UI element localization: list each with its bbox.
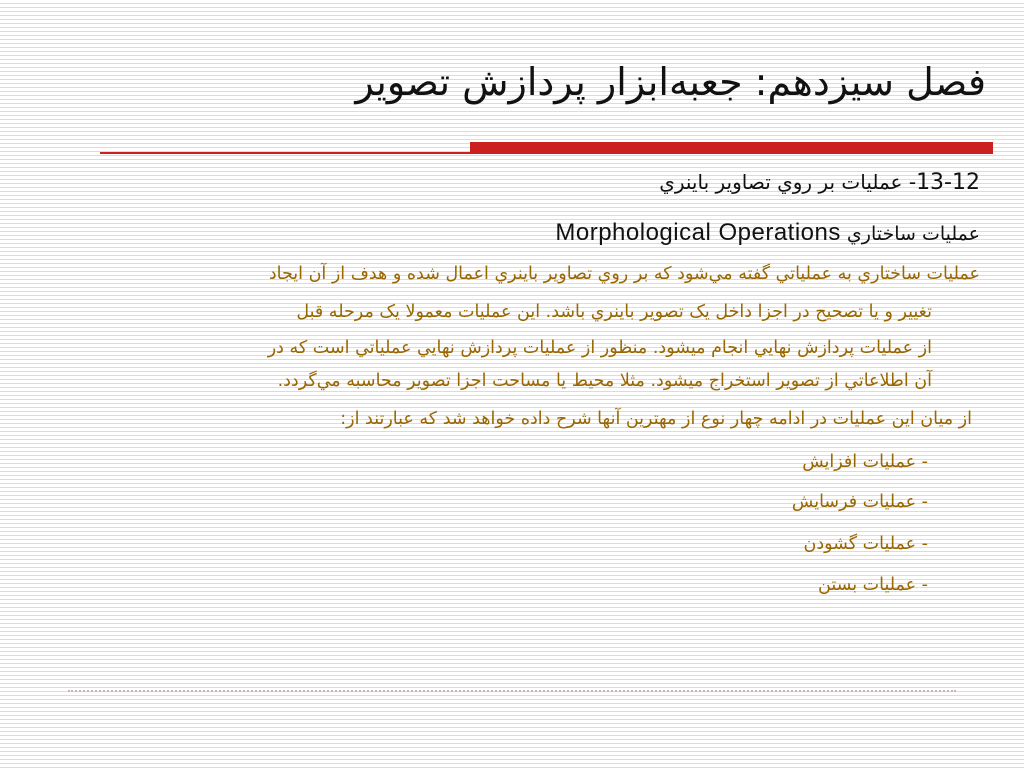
- paragraph-line-2: تغيير و يا تصحيح در اجزا داخل يک تصوير باينري باشد. اين عمليات معمولا يک مرحله قبل: [296, 302, 932, 322]
- list-item-erosion: - عمليات فرسايش: [791, 492, 928, 512]
- list-item-dilation: - عمليات افزايش: [802, 452, 928, 472]
- subheading: [555, 219, 980, 247]
- intro-line: از ميان اين عمليات در ادامه چهار نوع از مهترين آنها شرح داده خواهد شد که عبارتند از:: [340, 409, 972, 429]
- title-divider-thick: [470, 142, 993, 154]
- subheading-en: Morphological Operations: [555, 219, 841, 246]
- section-heading: 13-12- عمليات بر روي تصاوير باينري: [659, 170, 980, 195]
- section-number: 13-12: [916, 170, 980, 195]
- section-heading-text: عمليات بر روي تصاوير باينري: [659, 170, 903, 194]
- list-item-opening: - عمليات گشودن: [803, 534, 928, 554]
- paragraph-line-4: آن اطلاعاتي از تصوير استخراج ميشود. مثلا محيط يا مساحت اجزا تصوير محاسبه مي‌گردد.: [277, 371, 932, 391]
- title-divider-thin: [100, 152, 472, 154]
- paragraph-line-3: از عمليات پردازش نهايي انجام ميشود. منظور از عمليات پردازش نهايي عملياتي است که در: [267, 338, 932, 358]
- slide-title: فصل سيزدهم: جعبه‌ابزار پردازش تصوير: [355, 60, 986, 104]
- footer-divider: [68, 690, 956, 692]
- list-item-closing: - عمليات بستن: [818, 575, 928, 595]
- paragraph-line-1: عمليات ساختاري به عملياتي گفته مي‌شود که بر روي تصاوير باينري اعمال شده و هدف از آن ايجاد: [268, 264, 980, 284]
- subheading-fa: عمليات ساختاري: [846, 223, 980, 245]
